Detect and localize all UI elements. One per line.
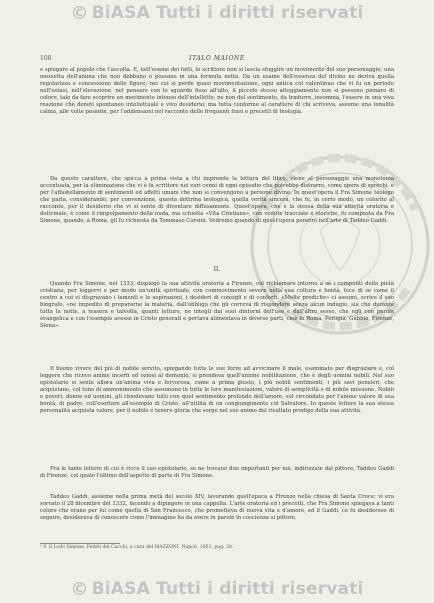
running-title: ITALO MAIONE: [189, 55, 245, 62]
footnote: ¹ V. Il Lodo Simone, Fedeli dei Cacchi, a cura del MAZZONI. Napoli, 1851, pag. 28.: [40, 545, 234, 550]
paragraph-4: Il buono vivere del più di nobile servito, spiegando tutte le sue forze ad avvicinare il male, esaminato per disgraziare e, col leggere che ricevo anime incerti ed oziosi al demonio, si prendeva quell'unione nobilitazione, che è degli uomini nobili. Nel suo epistolario si sente allora un'anima viva e fervorosa, come a prima giusto, i più nobili sentimenti, i più savi pensieri, che acquistano, col tono di ammonimento che assumono in tutte le loro manifestazioni, valore di semplicità e di nobile missione. Nobili e poveri, donne ed uomini, gli chiedevano tutti con quel sentimento profondo dell'amore, sol circondato per l'anime valore di sua bontà, di padre, coll'esortare all'esempio di Cristo, all'utilità di un congiungimento col Salvatore. In queste lettere la sua stessa personalità acquista valore, per il nobile e tenere gloria che sorge nel suo animo dal risultato prodigo della sua attività.: [40, 366, 394, 415]
watermark-text: BiASA Tutti i diritti riservati: [91, 579, 364, 599]
watermark-text: BiASA Tutti i diritti riservati: [91, 3, 364, 23]
paragraph-5: Fra le tante lettere di cui è ricco il suo epistolario, se ne trovano due importanti per noi, indirizzate dal pittore, Taddeo Gaddi di Firenze, col quale l'ultimo dell'aspetto di parte di Fra Simone.: [40, 466, 394, 480]
page-number: 108: [40, 55, 52, 62]
watermark-bottom: [0, 578, 434, 600]
footnote-divider: [40, 543, 120, 544]
paragraph-3: Quando Fra Simone, nel 1333, dispiegò la sua attività oratoria a Firenze, col richiamare intorno a sé i compunti della pietà cristiana, per leggervi e per modo un'unità spirituale, con commovimento severo nella sua cultura e bontà, fece di se come il centro a cui vi disgravano i lamenti e le aspirazioni, i desideri di consigli e di conforti. «Molte prediche» ci assumi, scrive il suo biografo, «ne impedito di prepararne la materia, dall'obbligo che gli correva di rispondere senza alcun indugio, sia che durante tutta la notte, a tessera e talvolta, quanti letture, ne integli dai suoi dintorni dell'uso e dall'altro sesso, che egli con parola evangelica e con l'esempio avesse in Cristo generati e portava alimentava in diverse parti, cioè in Roma, Perugia, Gubbio, Firenze, Siena».: [40, 281, 394, 330]
running-header: [40, 55, 394, 65]
paragraph-6: Taddeo Gaddi, assieme nella prima metà del secolo XIV, lavorando quell'epoca a Firenze nella chiesa di Santa Croce; vi era sorvato il 28 dicembre del 1332, facendo a dipingere in una cappella. L'arte oratoria ed i precetti, che Fra Simone spiegava a tanti colore che erano per lui come quella di San Francesco, che prometteva di nuova vita e d'amore, ed il Gaddi, ce fu desideroso di seguire, desiderava di conoscere come l'immagine ha da avere in parole in coscienza si pittore.: [40, 494, 394, 522]
paragraph-2: Da questo carattere, che spicca a prima vista a chi imprende la lettura del libro, viene al personaggio una monotonia accentuata, per la eliminazione che vi è fa scrittore nei vari cenni di ogni episodio che potrebbe distrarre, come opera di sprechi, e per l'affastellamento di sentimenti ed affetti umani che non si convengono a persone divine. In quest'opera il Fra Simone teologo che parla, considerando, per convenzione, questa dottrina teologica, quella verità sincera, che fu, in certo modo, un colorito al racconto, per il desiderio che vi si sente di diventare diffusamente. Quest'opera, che è la stessa della sua attività oratoria e dottrinale, è come il rimpolpamento della nuda, ma schietta «Vita Cristiana», con vedute tracciate e storiche, fu composta da Fra Simone, quando, a Roma, gli fu richiesta da Tommaso Corsini. Vedremo quando di quest'opera penetrò nell'arte di Taddeo Gaddi.: [40, 176, 394, 225]
watermark-top: [0, 2, 434, 24]
section-heading: II.: [213, 266, 221, 273]
copyright-symbol: ©: [70, 578, 89, 600]
copyright-symbol: ©: [70, 2, 89, 24]
paragraph-1: e spiegare al popolo che l'ascolta. E, nell'esame dei fatti, lo scrittore non si lascia sfuggire un movimento del suo personaggio, una mossetta dell'anima che non debbano o possano in una formula netta. Da un esame dell'essenza del divino ne deriva quella regolarizza e concessione delle figure; nei cui si perde quasi movimentazione, ogni antica col valentinuo che vi fu un periodo nell'estasi, nell'elevazione, nel pensare con lo sguardo fisso all'alto, il piccolo stesso atteggiamento non si possono pienare di colore, tale da fare scoprire un movimento intenso dell'intelletto, ne non del sentimento, da tradurre, insomma, l'essere in una viva reazione che denoti spontaneo intellettuale e vivo desiderio; ma tutta conforme al carattere di chi scriveva, assume una tonalità calma, alle volte pesante, per l'addensarsi nel racconto delle frequenti frasi e precetti di teologia.: [40, 67, 394, 116]
